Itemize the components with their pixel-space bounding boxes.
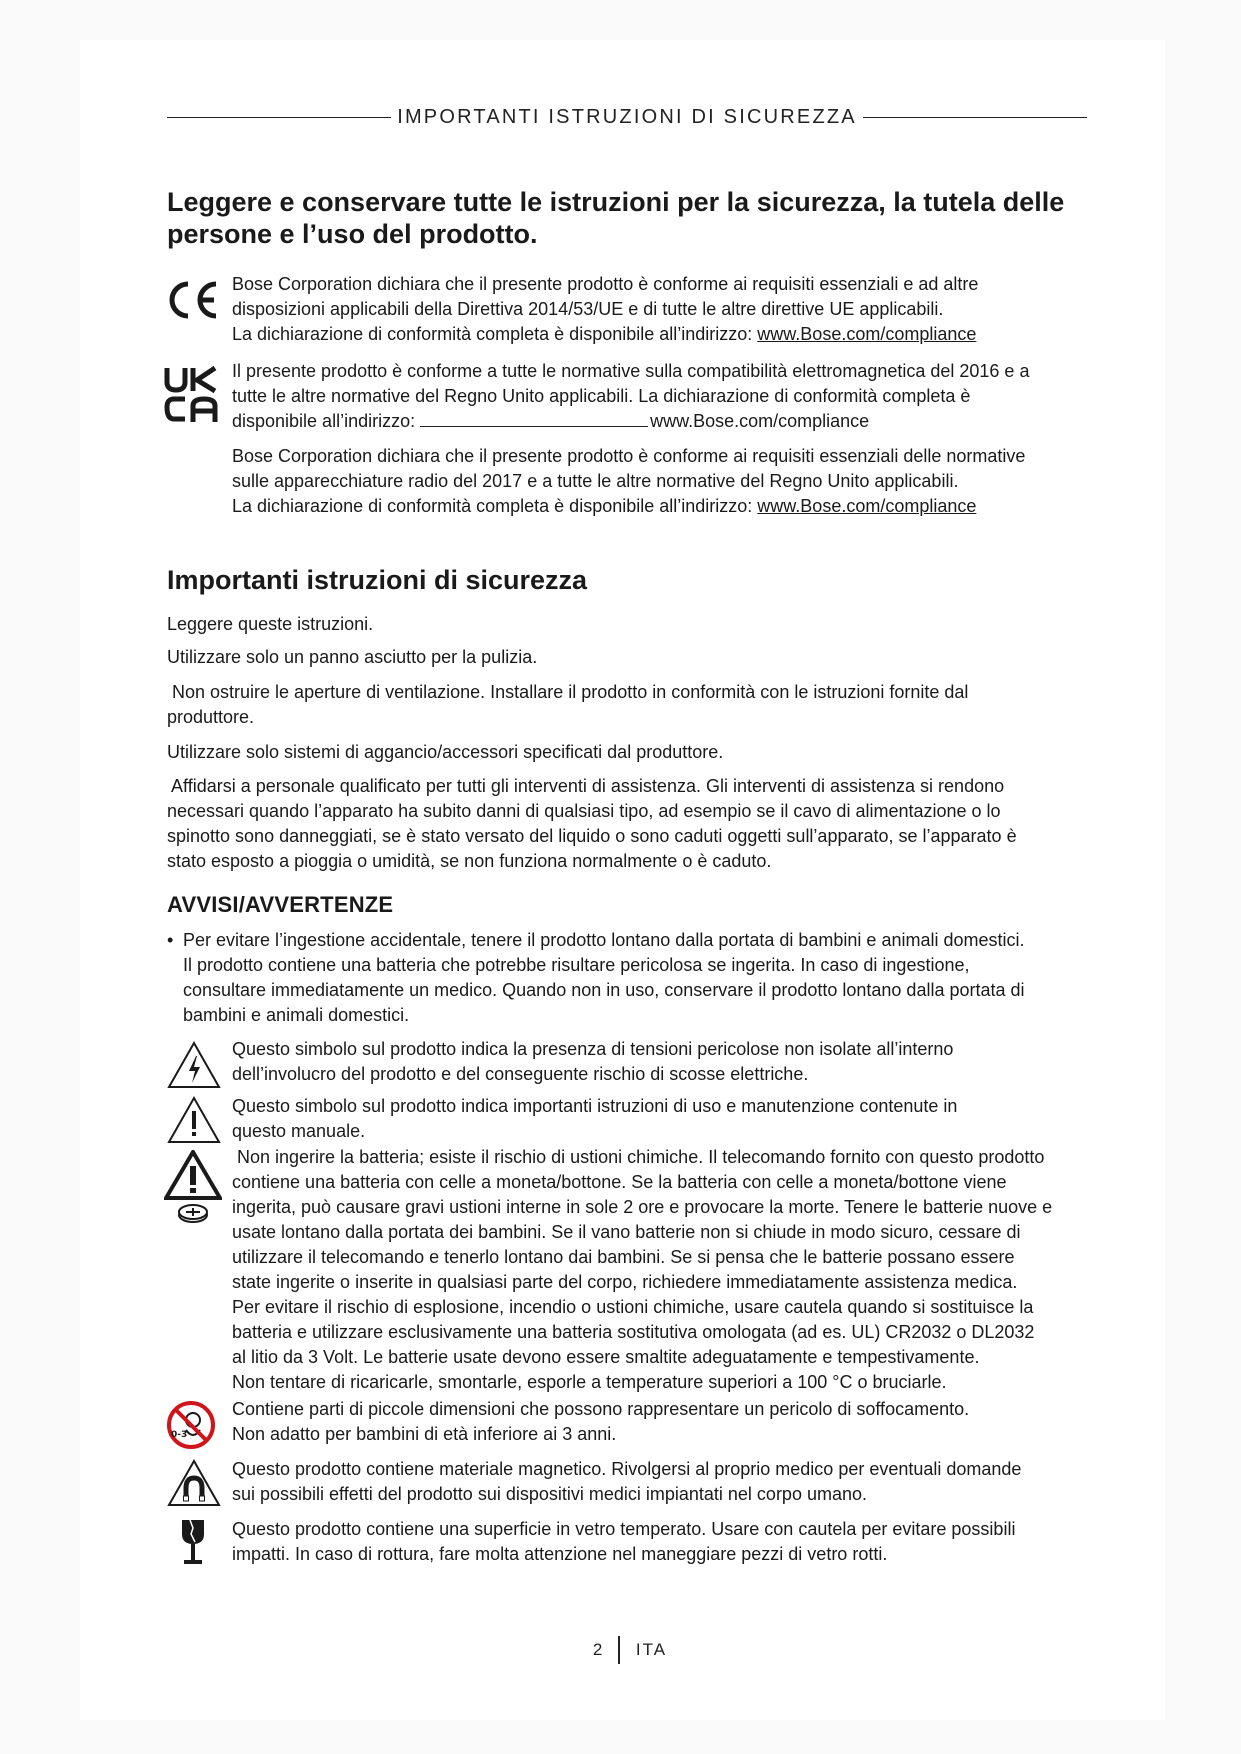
battery-line-3: ingerita, può causare gravi ustioni interne in sole 2 ore e provocare la morte. Tenere le batterie nuove e [232,1197,1053,1217]
small-parts-warning-text [232,1397,1092,1447]
instruction-5-line-2: necessari quando l’apparato ha subito danni di qualsiasi tipo, ad esempio se il cavo di alimentazione o lo [167,801,1001,821]
radio-line-3 [232,494,1092,519]
ce-line-3 [232,322,1092,347]
battery-line-6: state ingerite o inserite in qualsiasi parte del corpo, richiedere immediatamente assistenza medica. [232,1272,1018,1292]
voltage-line-1: Questo simbolo sul prodotto indica la presenza di tensioni pericolose non isolate all’interno [232,1039,954,1059]
ce-declaration [232,272,1092,347]
bullet-ingestion [183,928,1093,1028]
ukca-line-3 [232,409,1092,434]
ce-mark-icon [164,278,220,322]
page-number: 2 [592,1640,603,1659]
small-parts-age-label: 0-3 [171,1430,188,1440]
header-rule-left [167,117,391,118]
warnings-heading: AVVISI/AVVERTENZE [167,892,394,917]
instruction-3 [167,680,1087,730]
magnet-line-1: Questo prodotto contiene materiale magnetico. Rivolgersi al proprio medico per eventuali domande [232,1459,1022,1479]
manual-line-1: Questo simbolo sul prodotto indica importanti istruzioni di uso e manutenzione contenute in [232,1096,958,1116]
high-voltage-warning-icon [166,1040,222,1090]
ukca-blank-line [420,412,648,427]
small-parts-line-2: Non adatto per bambini di età inferiore ai 3 anni. [232,1424,617,1444]
battery-line-7: Per evitare il rischio di esplosione, incendio o ustioni chimiche, usare cautela quando si sostituisce la [232,1297,1034,1317]
bullet-line-3: consultare immediatamente un medico. Quando non in uso, conservare il prodotto lontano dalla portata di [183,980,1025,1000]
manual-line-2: questo manuale. [232,1121,366,1141]
battery-ingestion-warning-icon [164,1150,222,1228]
manual-warning-text [232,1094,1092,1144]
instruction-5-line-3: spinotto sono danneggiati, se è stato versato del liquido o sono caduti oggetti sull’apparato, se l’apparato è [167,826,1017,846]
ukca-mark-icon [164,366,218,422]
ce-compliance-link[interactable]: www.Bose.com/compliance [757,324,977,344]
glass-line-2: impatti. In caso di rottura, fare molta attenzione nel maneggiare pezzi di vetro rotti. [232,1544,888,1564]
caution-manual-icon [166,1095,222,1145]
bullet-line-1: Per evitare l’ingestione accidentale, tenere il prodotto lontano dalla portata di bambini e animali domestici. [183,930,1025,950]
radio-line-1: Bose Corporation dichiara che il presente prodotto è conforme ai requisiti essenziali delle normative [232,446,1026,466]
ce-line-1: Bose Corporation dichiara che il presente prodotto è conforme ai requisiti essenziali e ad altre [232,274,979,294]
magnet-line-2: sui possibili effetti del prodotto sui dispositivi medici impiantati nel corpo umano. [232,1484,867,1504]
section-heading: Importanti istruzioni di sicurezza [167,565,588,595]
ce-line-3-text: La dichiarazione di conformità completa è disponibile all’indirizzo: [232,324,753,344]
page-header [167,102,1087,132]
bullet-line-2: Il prodotto contiene una batteria che potrebbe risultare pericolosa se ingerita. In caso di ingestione, [183,955,970,975]
ce-line-2: disposizioni applicabili della Direttiva 2014/53/UE e di tutte le altre direttive UE applicabili. [232,299,944,319]
fragile-glass-icon [180,1518,206,1566]
small-parts-line-1: Contiene parti di piccole dimensioni che possono rappresentare un pericolo di soffocamento. [232,1399,970,1419]
instruction-2: Utilizzare solo un panno asciutto per la pulizia. [167,647,538,667]
radio-compliance-link[interactable]: www.Bose.com/compliance [757,496,977,516]
header-title: IMPORTANTI ISTRUZIONI DI SICUREZZA [397,105,857,128]
ukca-compliance-text: www.Bose.com/compliance [650,411,870,431]
battery-line-4: usate lontano dalla portata dei bambini. Se il vano batterie non si chiude in modo sicuro, cessare di [232,1222,1021,1242]
battery-line-9: al litio da 3 Volt. Le batterie usate devono essere smaltite adeguatamente e tempestivamente. [232,1347,980,1367]
instruction-3-line-1: Non ostruire le aperture di ventilazione. Installare il prodotto in conformità con le istruzioni fornite dal [167,682,969,702]
magnet-warning-icon [166,1458,222,1508]
glass-line-1: Questo prodotto contiene una superficie in vetro temperato. Usare con cautela per evitare possibili [232,1519,1016,1539]
language-code: ITA [635,1640,668,1659]
ukca-line-2: tutte le altre normative del Regno Unito applicabili. La dichiarazione di conformità completa è [232,386,971,406]
voltage-line-2: dell’involucro del prodotto e del conseguente rischio di scosse elettriche. [232,1064,809,1084]
instruction-5 [167,774,1087,874]
ukca-line-3-text: disponibile all’indirizzo: [232,411,416,431]
voltage-warning-text [232,1037,1092,1087]
instruction-5-line-1: Affidarsi a personale qualificato per tutti gli interventi di assistenza. Gli interventi di assistenza si rendono [167,776,1005,796]
magnet-warning-text [232,1457,1092,1507]
header-rule-right [863,117,1087,118]
instruction-4: Utilizzare solo sistemi di aggancio/accessori specificati dal produttore. [167,742,724,762]
battery-line-5: utilizzare il telecomando e tenerlo lontano dai bambini. Se si pensa che le batterie possano essere [232,1247,1015,1267]
main-heading: Leggere e conservare tutte le istruzioni per la sicurezza, la tutela delle persone e l’uso del prodotto. [167,187,1065,249]
battery-warning-text [232,1145,1112,1395]
battery-line-8: batteria e utilizzare esclusivamente una batteria sostitutiva omologata (ad es. UL) CR2032 o DL2032 [232,1322,1035,1342]
instruction-5-line-4: stato esposto a pioggia o umidità, se non funziona normalmente o è caduto. [167,851,772,871]
small-parts-icon [166,1400,216,1450]
battery-line-1: Non ingerire la batteria; esiste il rischio di ustioni chimiche. Il telecomando fornito con questo prodotto [232,1147,1045,1167]
footer-divider [618,1636,620,1664]
glass-warning-text [232,1517,1092,1567]
bullet-dot: • [167,930,174,950]
radio-declaration [232,444,1092,519]
radio-line-3-text: La dichiarazione di conformità completa è disponibile all’indirizzo: [232,496,753,516]
instruction-3-line-2: produttore. [167,707,255,727]
page-footer [560,1634,700,1666]
ukca-line-1: Il presente prodotto è conforme a tutte le normative sulla compatibilità elettromagnetica del 2016 e a [232,361,1030,381]
instruction-1: Leggere queste istruzioni. [167,614,374,634]
battery-line-10: Non tentare di ricaricarle, smontarle, esporle a temperature superiori a 100 °C o bruciarle. [232,1372,947,1392]
battery-line-2: contiene una batteria con celle a moneta/bottone. Se la batteria con celle a moneta/bottone viene [232,1172,1007,1192]
ukca-declaration [232,359,1092,434]
radio-line-2: sulle apparecchiature radio del 2017 e a tutte le altre normative del Regno Unito applicabili. [232,471,959,491]
bullet-line-4: bambini e animali domestici. [183,1005,410,1025]
